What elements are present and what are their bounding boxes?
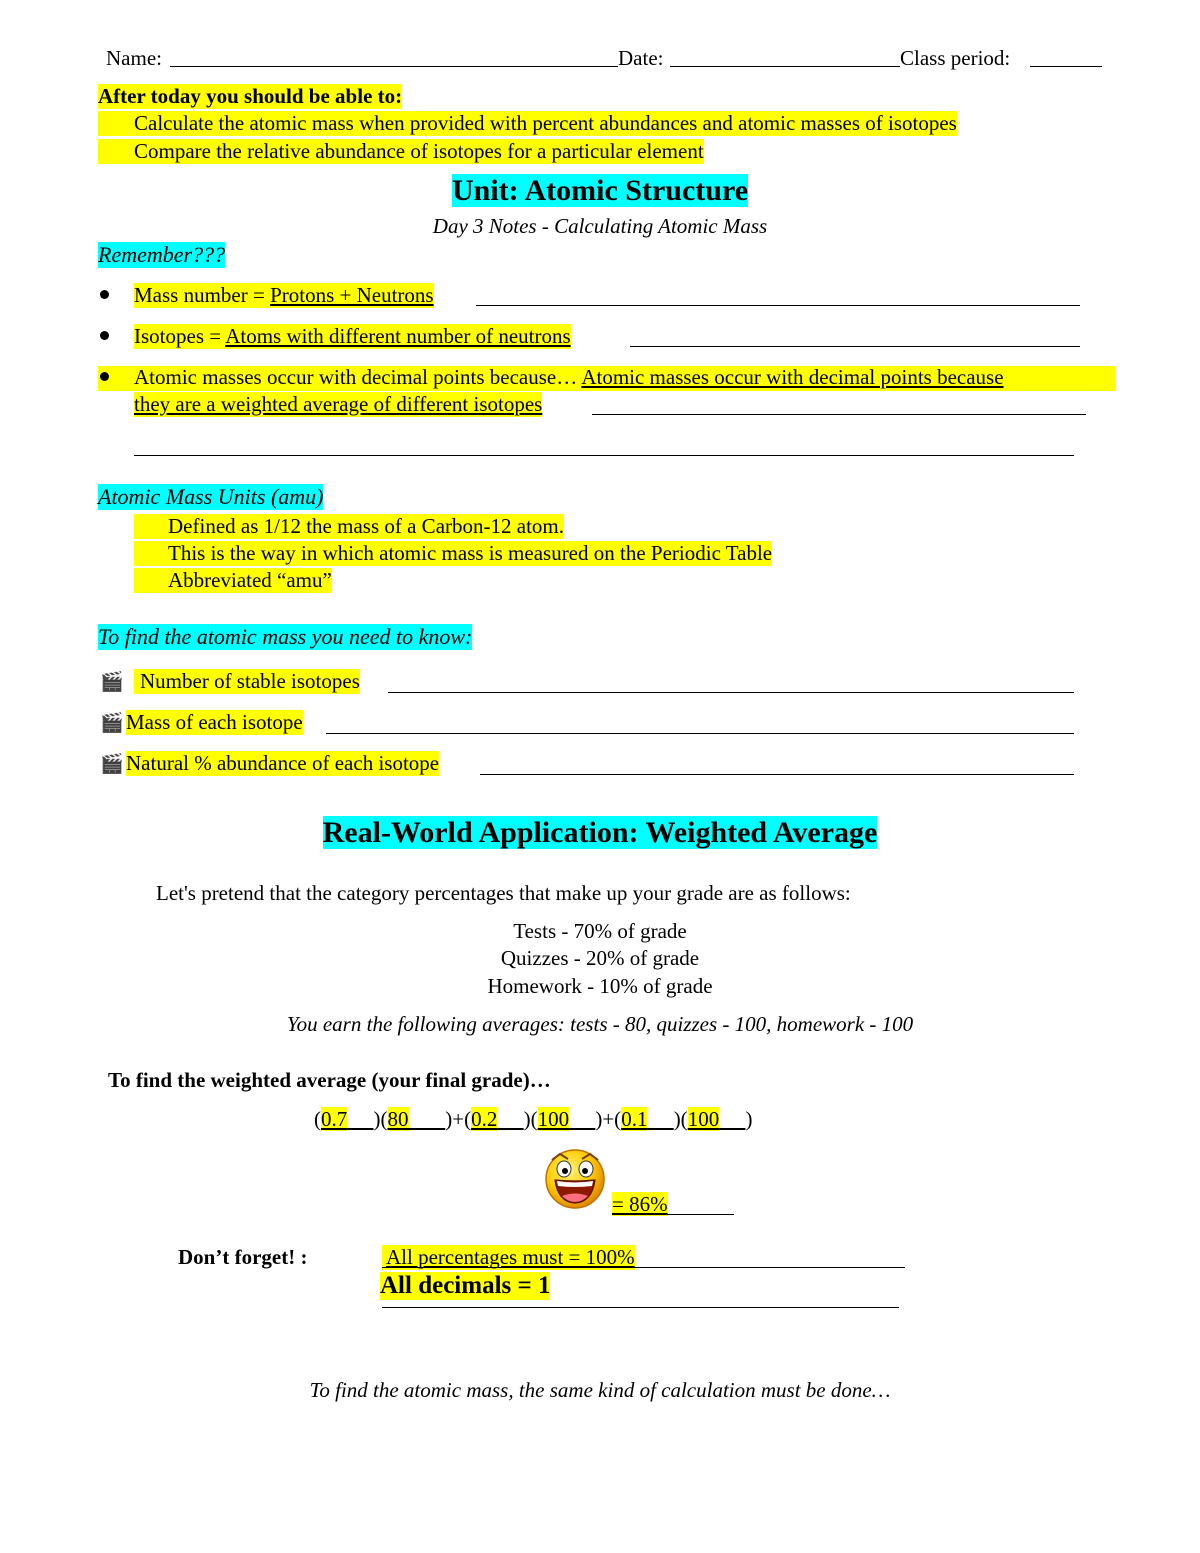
amu-heading: Atomic Mass Units (amu): [98, 484, 324, 509]
mass-number-answer: Protons + Neutrons: [270, 283, 434, 307]
bullet-icon: [100, 331, 109, 340]
objective-item: Calculate the atomic mass when provided with percent abundances and atomic masses of isotopes: [98, 111, 957, 136]
class-period-field[interactable]: [1030, 66, 1102, 67]
answer-line: [382, 1307, 899, 1308]
amu-item: Defined as 1/12 the mass of a Carbon-12 atom.: [134, 514, 564, 539]
clapperboard-icon: 🎬: [100, 712, 124, 734]
unit-title: Unit: Atomic Structure: [451, 174, 749, 207]
decimal-label: Atomic masses occur with decimal points because…: [134, 365, 582, 389]
name-label: Name:: [106, 46, 162, 70]
answer-line: [630, 346, 1080, 347]
application-title: Real-World Application: Weighted Average: [322, 816, 878, 849]
answer-line: [382, 1267, 905, 1268]
bullet-icon: [100, 290, 109, 299]
dont-forget-label: Don’t forget! :: [178, 1245, 308, 1269]
answer-line: [388, 692, 1074, 693]
objectives-heading: After today you should be able to:: [98, 84, 403, 108]
weighted-average-label: To find the weighted average (your final grade)…: [108, 1068, 551, 1092]
application-intro: Let's pretend that the category percentages that make up your grade are as follows:: [156, 881, 851, 905]
category-item: Tests - 70% of grade: [513, 919, 687, 943]
formula-value: 80: [387, 1107, 409, 1131]
result-line: [612, 1214, 734, 1215]
formula-value: 0.2: [471, 1107, 498, 1131]
bullet-icon: [100, 372, 109, 381]
closing-text: To find the atomic mass, the same kind of calculation must be done…: [309, 1378, 891, 1402]
need-to-know-heading: To find the atomic mass you need to know:: [98, 624, 473, 649]
amu-item: This is the way in which atomic mass is measured on the Periodic Table: [134, 541, 772, 566]
amu-item: Abbreviated “amu”: [134, 568, 332, 593]
mass-number-label: Mass number =: [134, 283, 271, 307]
unit-subtitle: Day 3 Notes - Calculating Atomic Mass: [432, 214, 768, 238]
class-period-label: Class period:: [900, 46, 1011, 70]
need-item: Natural % abundance of each isotope: [126, 751, 440, 775]
formula-value: 0.1: [621, 1107, 648, 1131]
answer-line: [476, 305, 1080, 306]
rule-percentages: All percentages must = 100%: [382, 1245, 635, 1270]
name-field[interactable]: [170, 66, 618, 67]
application-title-wrap: [0, 816, 1200, 850]
formula-value: 100: [687, 1107, 720, 1131]
clapperboard-icon: 🎬: [100, 753, 124, 775]
decimal-answer-2: they are a weighted average of different isotopes: [134, 392, 543, 416]
rule-decimals: All decimals = 1: [380, 1272, 551, 1299]
formula-value: 0.7: [321, 1107, 348, 1131]
date-label: Date:: [618, 46, 664, 70]
decimal-item: [134, 365, 1004, 390]
averages-text: You earn the following averages: tests - 80, quizzes - 100, homework - 100: [286, 1012, 914, 1036]
date-field[interactable]: [670, 66, 900, 67]
laughing-smiley-icon: [542, 1146, 608, 1210]
remember-heading: Remember???: [98, 242, 226, 267]
objective-item: Compare the relative abundance of isotopes for a particular element: [98, 139, 704, 164]
isotopes-item: [134, 324, 571, 349]
clapperboard-icon: 🎬: [100, 671, 124, 693]
category-item: Quizzes - 20% of grade: [500, 946, 700, 970]
answer-line: [480, 774, 1074, 775]
answer-line: [134, 455, 1074, 456]
need-item: Mass of each isotope: [126, 710, 303, 734]
answer-line: [592, 414, 1086, 415]
result-value: = 86%: [612, 1192, 668, 1216]
isotopes-answer: Atoms with different number of neutrons: [225, 324, 571, 348]
unit-title-wrap: [0, 174, 1200, 208]
weighted-formula: (0.7 )(80 )+(0.2 )(100 )+(0.1 )(100 ): [314, 1107, 753, 1131]
need-item: Number of stable isotopes: [134, 669, 360, 694]
isotopes-label: Isotopes =: [134, 324, 226, 348]
decimal-answer-1: Atomic masses occur with decimal points because: [581, 365, 1004, 389]
category-item: Homework - 10% of grade: [487, 974, 713, 998]
answer-line: [326, 733, 1074, 734]
formula-value: 100: [537, 1107, 570, 1131]
mass-number-item: [134, 283, 434, 308]
